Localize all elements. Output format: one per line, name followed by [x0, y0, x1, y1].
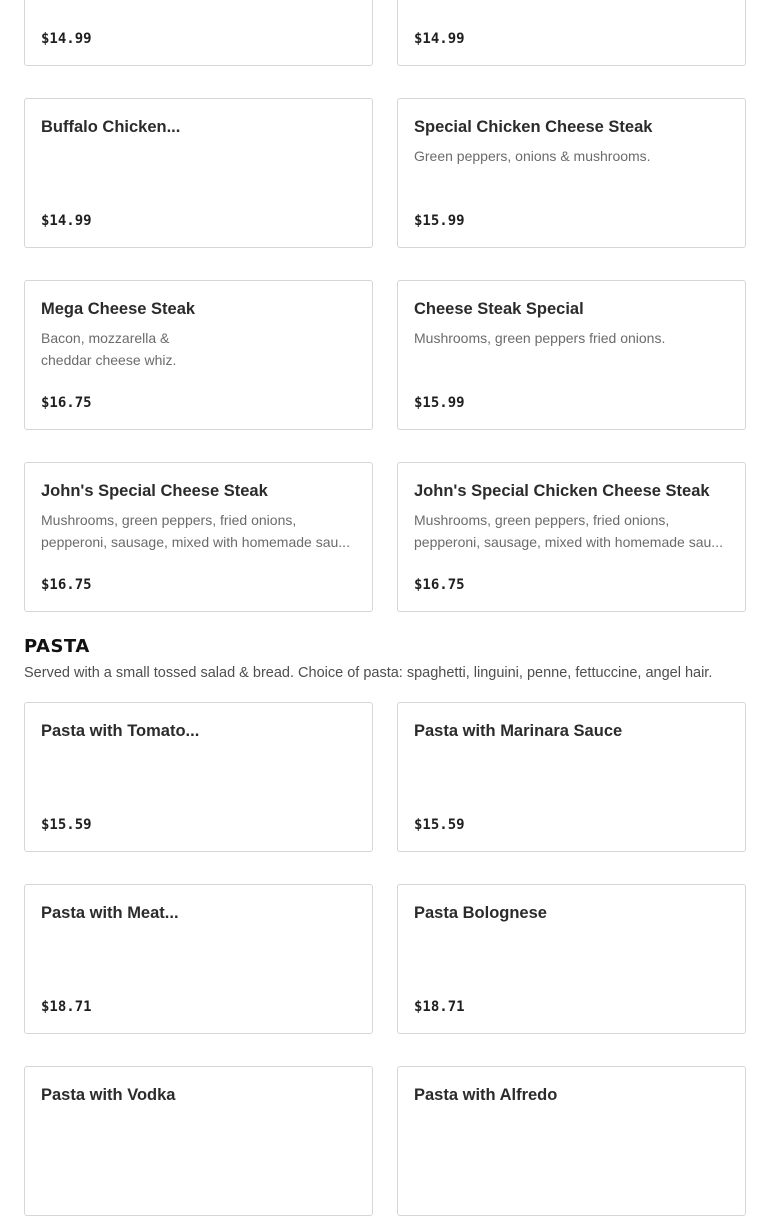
- menu-item-title: Pasta with Alfredo: [414, 1086, 558, 1104]
- menu-item-title: Cheese Steak Special: [414, 300, 584, 318]
- menu-item-price: $14.99: [41, 31, 92, 47]
- menu-item-description-line: cheddar cheese whiz.: [41, 352, 177, 368]
- menu-item-description: [414, 145, 731, 167]
- menu-item-card[interactable]: [24, 0, 373, 66]
- menu-item-description-line: Bacon, mozzarella &: [41, 330, 170, 346]
- menu-item-price: $15.59: [41, 817, 92, 833]
- menu-item-title: Pasta Bolognese: [414, 904, 547, 922]
- menu-item-description-line: Mushrooms, green peppers fried onions.: [414, 330, 666, 346]
- menu-item-description-line: Mushrooms, green peppers, fried onions,: [414, 512, 670, 528]
- menu-item-card[interactable]: [24, 1066, 373, 1216]
- menu-item-description-line: pepperoni, sausage, mixed with homemade sau...: [414, 534, 723, 550]
- menu-item-description-line: Mushrooms, green peppers, fried onions,: [41, 512, 297, 528]
- menu-item-card[interactable]: [397, 462, 746, 612]
- menu-item-title: Special Chicken Cheese Steak: [414, 118, 653, 136]
- section-title: PASTA: [24, 636, 90, 657]
- menu-item-card[interactable]: [397, 98, 746, 248]
- menu-item-price: $15.99: [414, 213, 465, 229]
- menu-item-card[interactable]: [24, 98, 373, 248]
- menu-item-price: $16.75: [41, 577, 92, 593]
- menu-item-title: John's Special Chicken Cheese Steak: [414, 482, 710, 500]
- menu-item-description-line: pepperoni, sausage, mixed with homemade sau...: [41, 534, 350, 550]
- menu-item-price: $18.71: [41, 999, 92, 1015]
- menu-item-card[interactable]: [397, 280, 746, 430]
- menu-item-price: $14.99: [41, 213, 92, 229]
- menu-item-card[interactable]: [397, 702, 746, 852]
- menu-item-card[interactable]: [24, 884, 373, 1034]
- menu-item-card[interactable]: [397, 1066, 746, 1216]
- menu-item-title: Pasta with Tomato...: [41, 722, 200, 740]
- menu-item-card[interactable]: [24, 702, 373, 852]
- menu-item-card[interactable]: [24, 280, 373, 430]
- menu-item-price: $15.59: [414, 817, 465, 833]
- menu-item-title: Pasta with Vodka: [41, 1086, 176, 1104]
- menu-item-card[interactable]: [397, 884, 746, 1034]
- menu-item-description: [414, 327, 731, 349]
- menu-item-title: Pasta with Meat...: [41, 904, 179, 922]
- menu-item-description: [41, 509, 358, 553]
- menu-item-price: $14.99: [414, 31, 465, 47]
- menu-item-title: Buffalo Chicken...: [41, 118, 181, 136]
- menu-item-card[interactable]: [24, 462, 373, 612]
- menu-item-description-line: Green peppers, onions & mushrooms.: [414, 148, 651, 164]
- menu-item-price: $18.71: [414, 999, 465, 1015]
- menu-item-price: $15.99: [414, 395, 465, 411]
- menu-item-description: [41, 327, 358, 371]
- menu-item-price: $16.75: [41, 395, 92, 411]
- menu-item-title: Mega Cheese Steak: [41, 300, 196, 318]
- menu-item-title: Pasta with Marinara Sauce: [414, 722, 623, 740]
- menu-item-card[interactable]: [397, 0, 746, 66]
- section-description: Served with a small tossed salad & bread. Choice of pasta: spaghetti, linguini, penne, fettuccine, angel hair.: [24, 665, 713, 681]
- menu-item-description: [414, 509, 731, 553]
- menu-item-price: $16.75: [414, 577, 465, 593]
- menu-item-title: John's Special Cheese Steak: [41, 482, 268, 500]
